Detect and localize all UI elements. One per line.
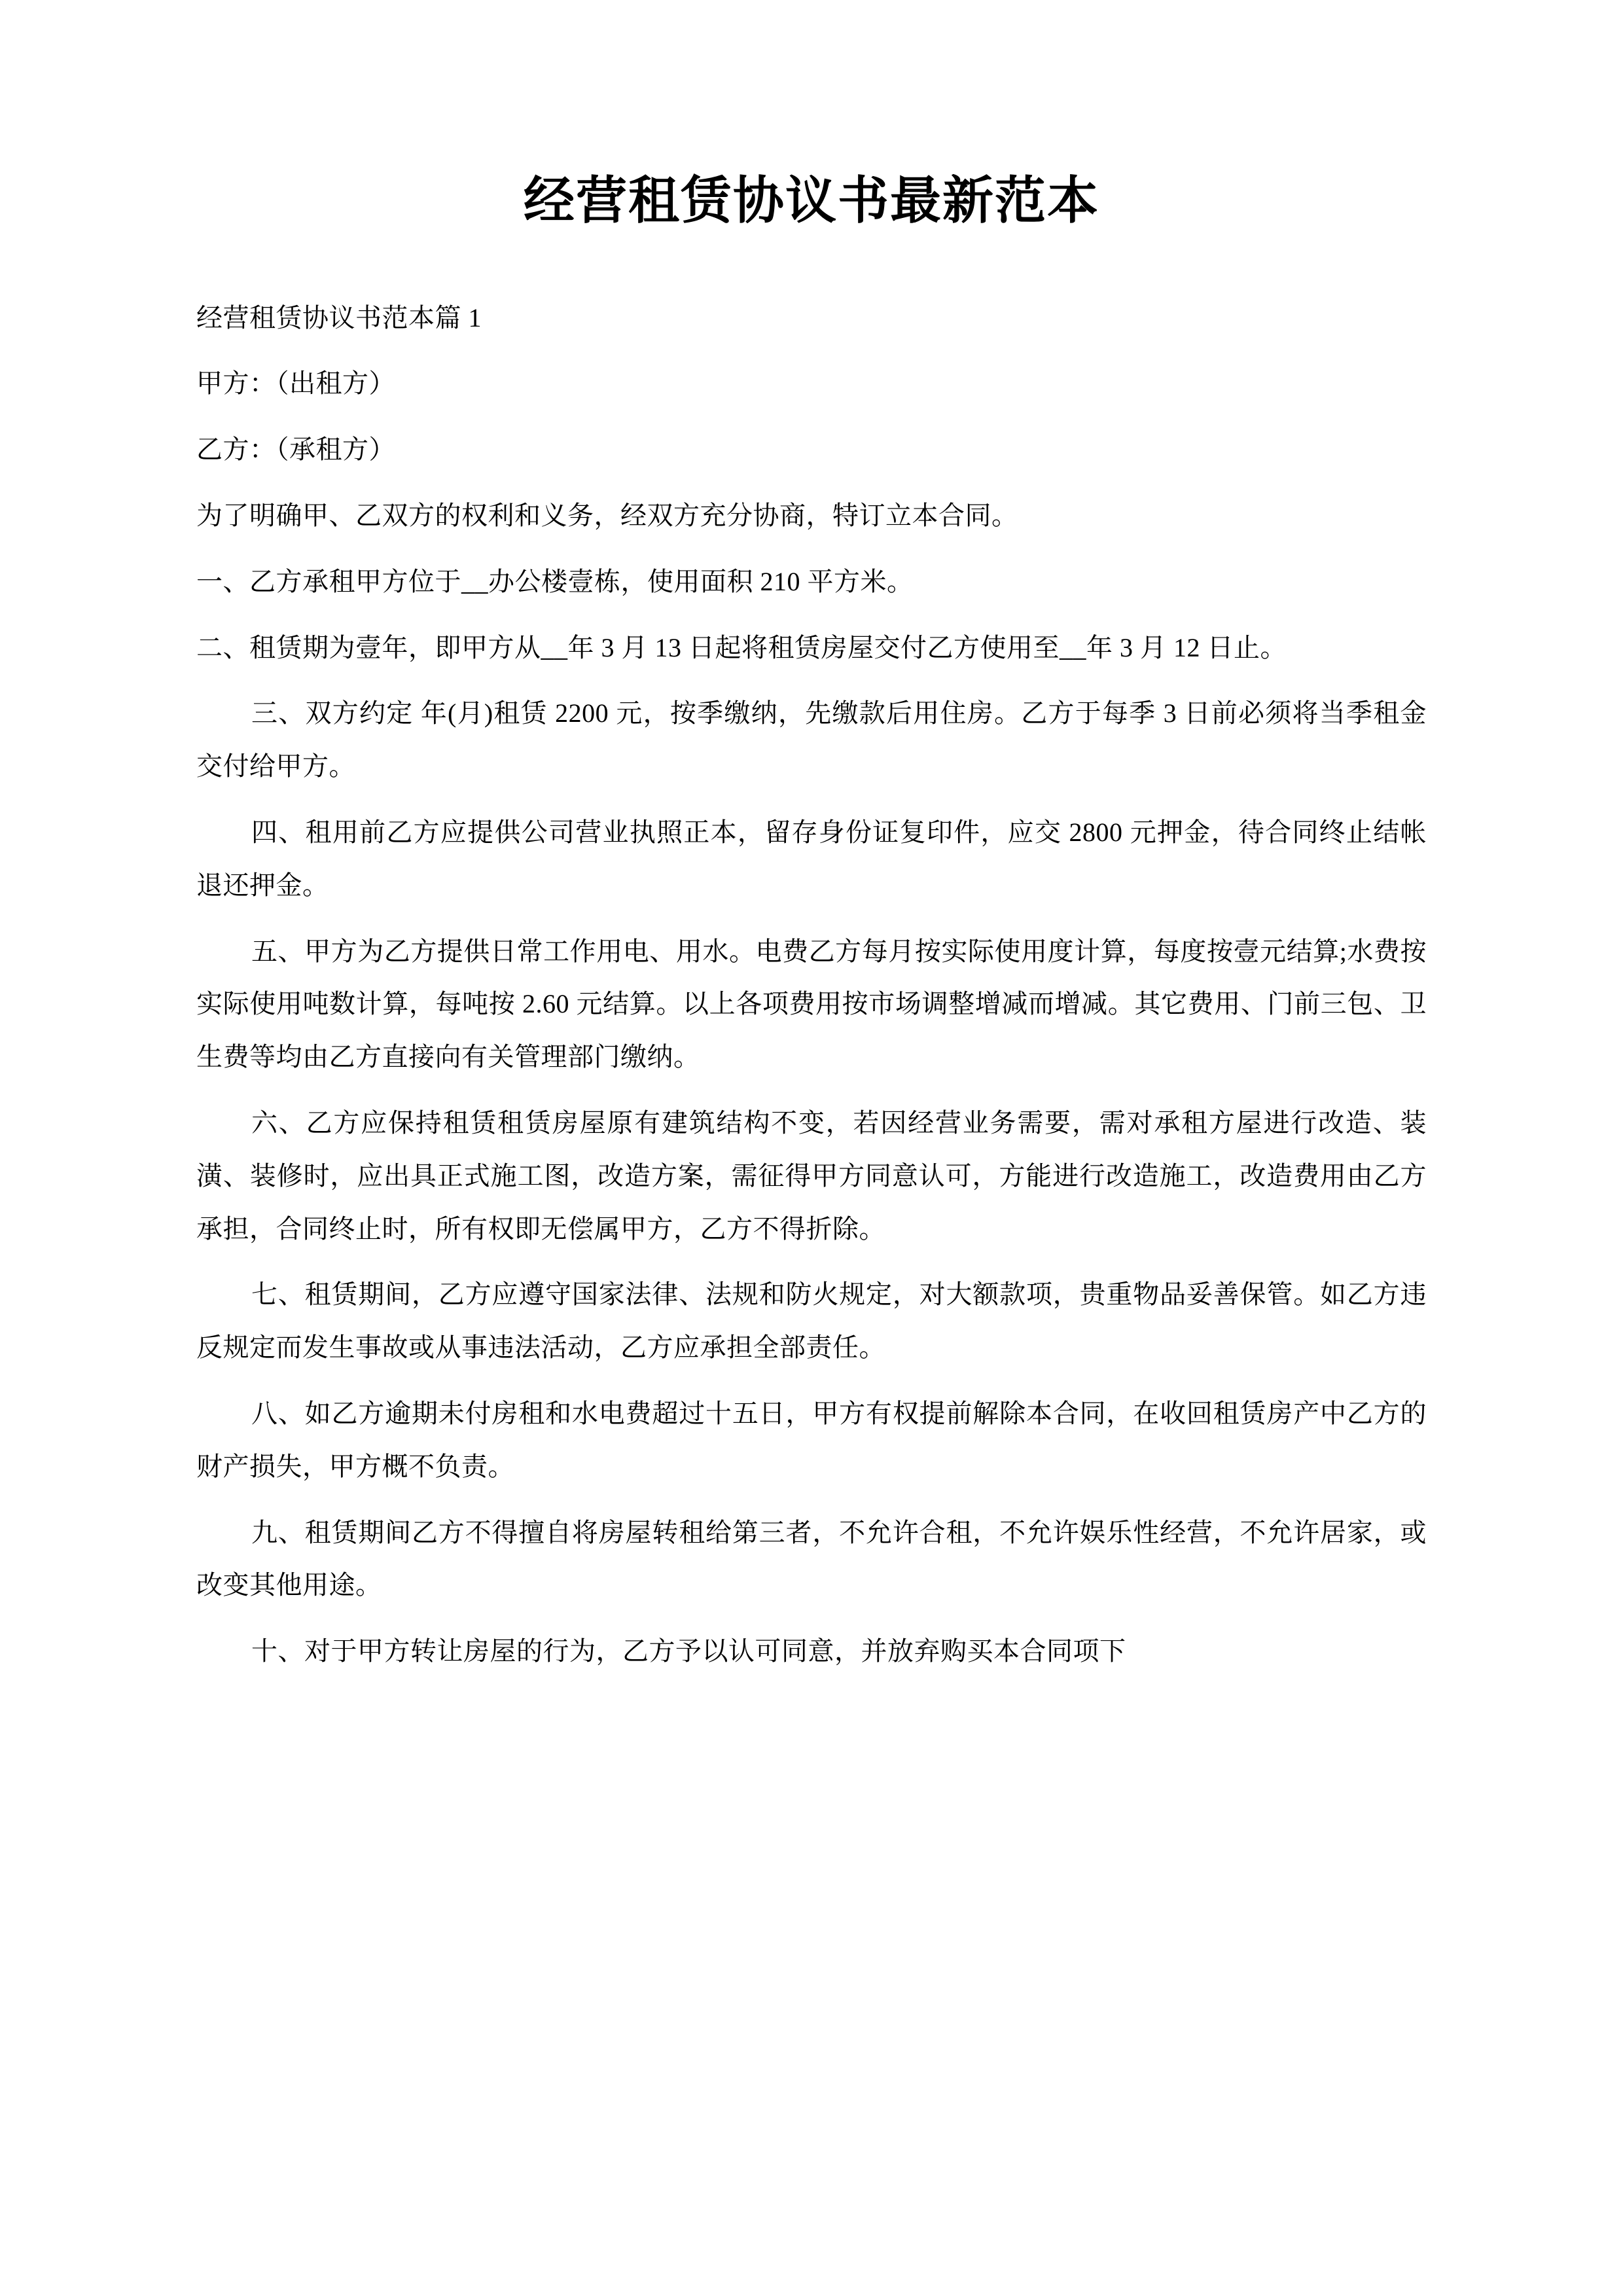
paragraph-clause-8: 八、如乙方逾期未付房租和水电费超过十五日，甲方有权提前解除本合同，在收回租赁房产中乙方的财产损失，甲方概不负责。	[196, 1398, 1427, 1481]
paragraph-clause-9: 九、租赁期间乙方不得擅自将房屋转租给第三者，不允许合租，不允许娱乐性经营，不允许居家，或改变其他用途。	[196, 1517, 1427, 1600]
paragraph-clause-7: 七、租赁期间，乙方应遵守国家法律、法规和防火规定，对大额款项，贵重物品妥善保管。如乙方违反规定而发生事故或从事违法活动，乙方应承担全部责任。	[196, 1280, 1427, 1363]
paragraph-party-a: 甲方：（出租方）	[196, 368, 395, 399]
paragraph-clause-1: 一、乙方承租甲方位于__办公楼壹栋，使用面积 210 平方米。	[196, 566, 914, 596]
page-title: 经营租赁协议书最新范本	[523, 172, 1099, 229]
document-body	[196, 292, 1427, 1678]
paragraph-clause-3: 三、双方约定 年(月)租赁 2200 元，按季缴纳，先缴款后用住房。乙方于每季 3 日前必须将当季租金交付给甲方。	[196, 698, 1427, 781]
paragraph-sample-heading: 经营租赁协议书范本篇 1	[196, 302, 482, 332]
paragraph-clause-4: 四、租用前乙方应提供公司营业执照正本，留存身份证复印件，应交 2800 元押金，待合同终止结帐退还押金。	[196, 817, 1427, 900]
paragraph-clause-5: 五、甲方为乙方提供日常工作用电、用水。电费乙方每月按实际使用度计算，每度按壹元结算;水费按实际使用吨数计算，每吨按 2.60 元结算。以上各项费用按市场调整增减而增减。其它费用、门前三包、卫生费等均由乙方直接向有关管理部门缴纳。	[196, 936, 1427, 1072]
paragraph-clause-6: 六、乙方应保持租赁租赁房屋原有建筑结构不变，若因经营业务需要，需对承租方屋进行改造、装潢、装修时，应出具正式施工图，改造方案，需征得甲方同意认可，方能进行改造施工，改造费用由乙方承担，合同终止时，所有权即无偿属甲方，乙方不得折除。	[196, 1107, 1427, 1244]
paragraph-party-b: 乙方：（承租方）	[196, 435, 395, 465]
paragraph-preamble: 为了明确甲、乙双方的权利和义务，经双方充分协商，特订立本合同。	[196, 500, 1018, 530]
paragraph-clause-10: 十、对于甲方转让房屋的行为，乙方予以认可同意，并放弃购买本合同项下	[251, 1636, 1126, 1666]
paragraph-clause-2: 二、租赁期为壹年，即甲方从__年 3 月 13 日起将租赁房屋交付乙方使用至__年 3 月 12 日止。	[196, 632, 1287, 662]
